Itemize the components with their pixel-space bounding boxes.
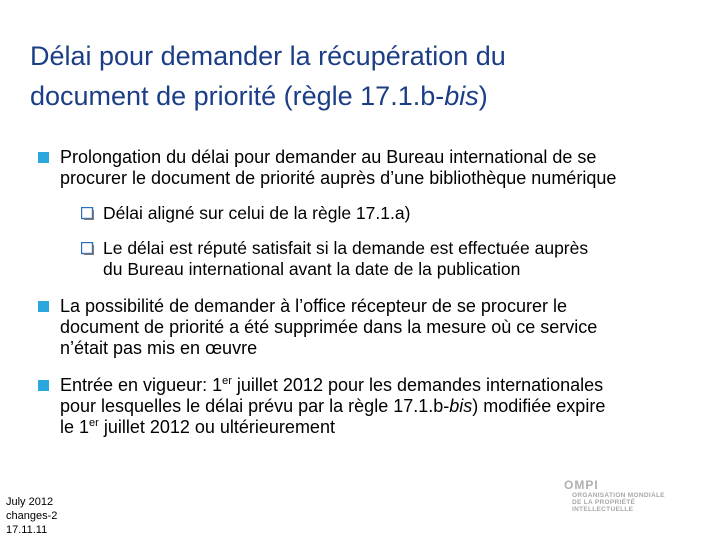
title-line-2: [30, 76, 690, 116]
bullet-3-line-1: [60, 375, 605, 396]
bullet-3-line-1-text: Entrée en vigueur: 1: [60, 375, 223, 395]
bullet-item-1: [60, 147, 616, 189]
subbullet-2-line-2: du Bureau international avant la date de la publication: [103, 259, 521, 279]
bullet-3-line-3-rest: juillet 2012 ou ultérieurement: [98, 417, 335, 437]
title-line-2-close: ): [478, 81, 488, 111]
logo-line-3: INTELLECTUELLE: [572, 506, 634, 513]
ompi-logo: [562, 478, 682, 518]
subbullet-item-1: [103, 203, 410, 224]
bullet-3-line-3-sup: er: [89, 417, 99, 429]
square-bullet-icon: [38, 380, 49, 391]
subbullet-item-2: [103, 238, 588, 280]
bullet-3-line-2-rest: ) modifiée expire: [472, 396, 606, 416]
footer-date: July 2012: [6, 496, 54, 508]
checkbox-bullet-icon: [81, 242, 94, 255]
square-bullet-icon: [38, 152, 49, 163]
title-line-1: Délai pour demander la récupération du: [30, 41, 506, 71]
subbullet-2-line-1: Le délai est réputé satisfait si la demande est effectuée auprès: [103, 238, 589, 258]
logo-line-2: DE LA PROPRIÉTÉ: [572, 499, 636, 506]
footer-version: 17.11.11: [6, 524, 48, 536]
bullet-3-line-2-italic: bis: [449, 396, 473, 416]
bullet-3-line-2-text: pour lesquelles le délai prévu par la règle 17.1.b-: [60, 396, 450, 416]
bullet-item-3: [60, 375, 605, 438]
title-line-2-italic: bis: [444, 81, 479, 111]
bullet-3-line-3-text: le 1: [60, 417, 90, 437]
footer-ref: changes-2: [6, 510, 58, 522]
square-bullet-icon: [38, 301, 49, 312]
bullet-3-line-1-sup: er: [222, 375, 232, 387]
bullet-2-line-2: document de priorité a été supprimée dans la mesure où ce service: [60, 317, 598, 337]
checkbox-bullet-icon: [81, 207, 94, 220]
bullet-2-line-3: n’était pas mis en œuvre: [60, 338, 258, 358]
bullet-2-line-1: La possibilité de demander à l’office récepteur de se procurer le: [60, 296, 567, 316]
bullet-3-line-1-rest: juillet 2012 pour les demandes internationales: [231, 375, 604, 395]
logo-mark: OMPI: [564, 478, 599, 492]
logo-line-1: ORGANISATION MONDIALE: [572, 492, 665, 499]
subbullet-1-line-1: Délai aligné sur celui de la règle 17.1.a): [103, 203, 411, 223]
bullet-1-line-2: procurer le document de priorité auprès d’une bibliothèque numérique: [60, 168, 617, 188]
slide-title: [30, 36, 690, 116]
title-line-2-text: document de priorité (règle 17.1.b-: [30, 81, 445, 111]
bullet-3-line-3: [60, 417, 605, 438]
bullet-item-2: [60, 296, 597, 359]
bullet-3-line-2: [60, 396, 605, 417]
slide-footer: [6, 495, 57, 537]
bullet-1-line-1: Prolongation du délai pour demander au Bureau international de se: [60, 147, 597, 167]
